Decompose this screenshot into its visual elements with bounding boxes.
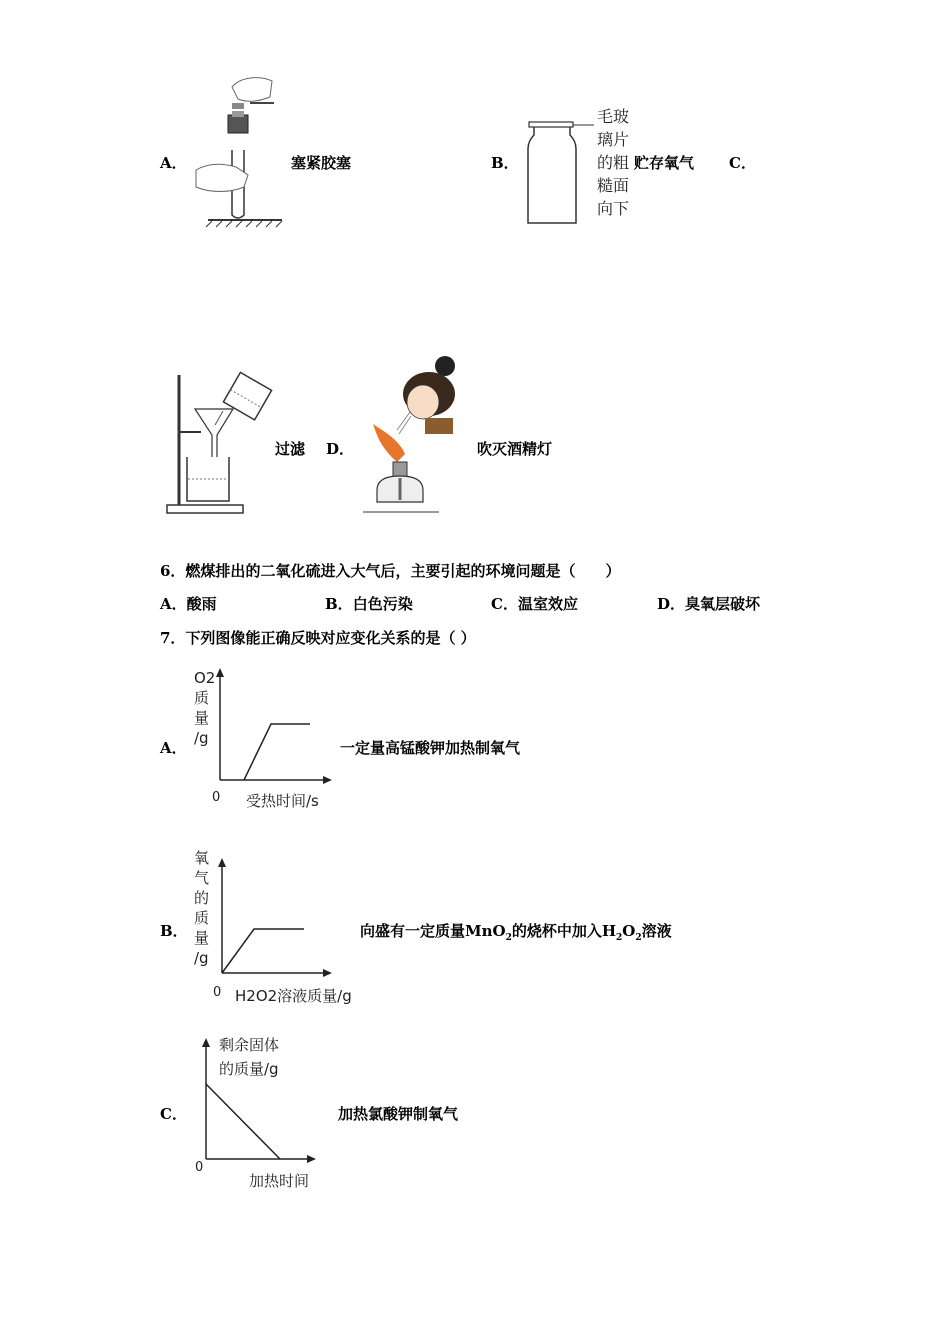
option-d-label: D． <box>326 440 355 458</box>
q7-option-c-caption: 加热氯酸钾制氧气 <box>338 1105 459 1123</box>
caption-part: 溶液 <box>641 922 672 940</box>
caption-part: 的烧杯中加入H <box>511 922 617 940</box>
q7-stem: 7．下列图像能正确反映对应变化关系的是（ ） <box>160 629 476 647</box>
y-label-line: 的 <box>194 889 210 907</box>
q7-option-b-caption <box>360 920 672 943</box>
q7a-x-axis-label: 受热时间/s <box>246 792 319 810</box>
q6-option-c-label: C． <box>491 595 518 613</box>
q7a-origin: 0 <box>212 790 221 805</box>
q7-option-a-caption: 一定量高锰酸钾加热制氧气 <box>340 739 521 757</box>
q7b-y-axis-label <box>194 848 209 968</box>
option-a-caption: 塞紧胶塞 <box>291 154 352 172</box>
y-label-line: O2 <box>194 669 216 687</box>
caption-part: 向盛有一定质量MnO <box>360 922 506 940</box>
annotation-line: 向下 <box>597 199 630 218</box>
y-label-line: /g <box>194 729 209 747</box>
caption-subscript: 2 <box>616 933 623 943</box>
option-c-label: C． <box>729 154 756 172</box>
annotation-line: 毛玻 <box>597 107 630 126</box>
gas-jar-annotation <box>597 105 629 220</box>
q7-option-c-label: C． <box>160 1105 187 1123</box>
q6-option-a <box>160 593 217 614</box>
q7a-graph <box>210 668 335 783</box>
stopper-test-tube-illustration <box>190 75 290 230</box>
q7b-curve <box>222 929 304 973</box>
q6-option-a-label: A． <box>160 595 187 613</box>
q7b-graph <box>212 858 337 978</box>
q6-option-d <box>657 593 760 614</box>
caption-part: O <box>622 922 636 940</box>
gas-jar-illustration <box>520 115 600 230</box>
q6-option-d-text: 臭氧层破坏 <box>685 595 761 613</box>
option-c-caption: 过滤 <box>275 440 306 458</box>
q7a-curve <box>244 724 310 780</box>
q6-option-b-text: 白色污染 <box>352 595 413 613</box>
y-label-line: 量 <box>194 929 210 947</box>
blow-out-lamp-illustration <box>355 350 470 515</box>
q7c-x-axis-label: 加热时间 <box>249 1172 310 1190</box>
caption-subscript: 2 <box>635 933 642 943</box>
annotation-line: 糙面 <box>597 176 630 195</box>
q6-option-b-label: B． <box>325 595 353 613</box>
q7b-x-axis-label: H2O2溶液质量/g <box>235 987 352 1005</box>
q7-option-b-label: B． <box>160 922 188 940</box>
option-a-label: A． <box>160 154 187 172</box>
y-label-line: 质 <box>194 909 210 927</box>
filtration-illustration <box>165 365 275 515</box>
y-label-line: 氧 <box>194 849 210 867</box>
q6-stem: 6．燃煤排出的二氧化硫进入大气后，主要引起的环境问题是（ ） <box>160 562 621 580</box>
y-label-line: 气 <box>194 869 210 887</box>
option-d-caption: 吹灭酒精灯 <box>477 440 553 458</box>
q7c-graph <box>196 1038 321 1163</box>
y-label-line: 量 <box>194 709 210 727</box>
annotation-line: 的粗 <box>597 153 630 172</box>
option-b-label: B． <box>491 154 519 172</box>
q6-option-c-text: 温室效应 <box>517 595 578 613</box>
y-label-line: 质 <box>194 689 210 707</box>
q7c-curve <box>206 1084 280 1159</box>
q6-option-c <box>491 593 578 614</box>
q7c-y-axis-label-1: 剩余固体 <box>219 1036 280 1054</box>
q6-option-b <box>325 593 413 614</box>
y-label-line: /g <box>194 949 209 967</box>
q6-option-a-text: 酸雨 <box>186 595 217 613</box>
q6-option-d-label: D． <box>657 595 686 613</box>
q7c-origin: 0 <box>195 1160 204 1175</box>
option-b-caption: 贮存氧气 <box>634 154 695 172</box>
q7-option-a-label: A． <box>160 739 187 757</box>
annotation-line: 璃片 <box>597 130 630 149</box>
q7c-y-axis-label-2: 的质量/g <box>219 1060 279 1078</box>
caption-subscript: 2 <box>505 933 512 943</box>
q7b-origin: 0 <box>213 985 222 1000</box>
